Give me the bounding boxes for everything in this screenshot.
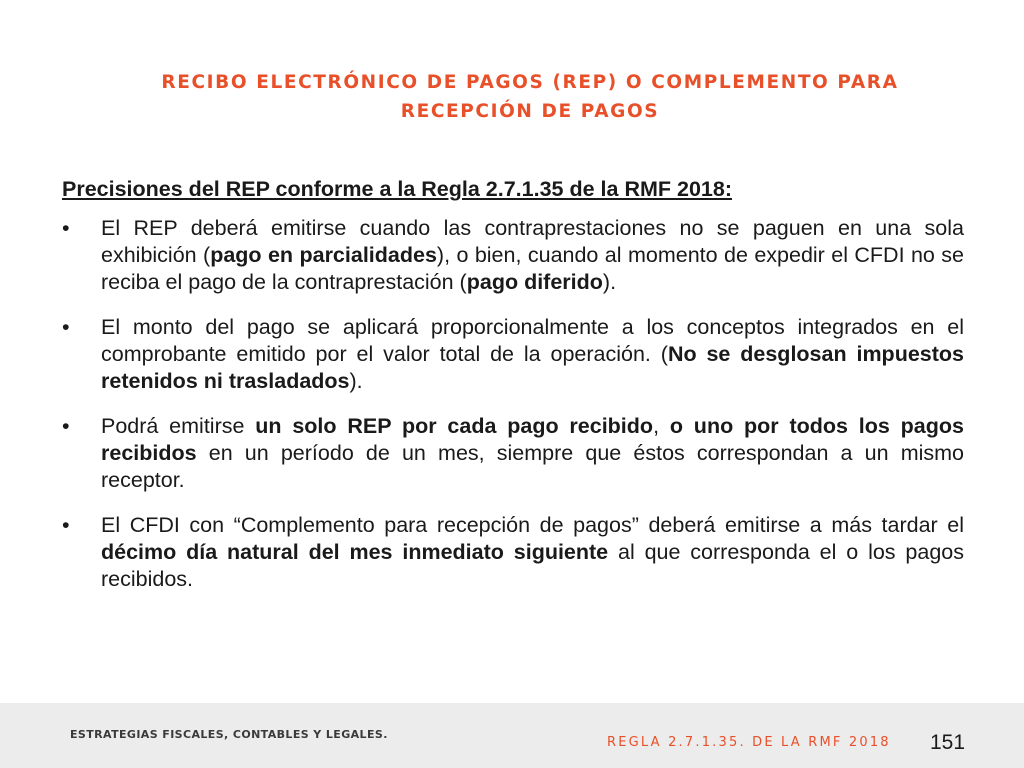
bullet-text: al que corresponda el o los pagos recibidos.	[101, 540, 964, 591]
slide-title-line-2: RECEPCIÓN DE PAGOS	[400, 101, 660, 122]
bullet-item	[62, 314, 964, 395]
bullet-icon: •	[62, 513, 70, 537]
bullet-text: El REP deberá emitirse cuando las contraprestaciones no se paguen en una sola exhibición (	[101, 216, 964, 267]
bullet-emphasis: pago en parcialidades	[210, 243, 437, 267]
bullet-list	[62, 215, 964, 593]
footer-company-label: ESTRATEGIAS FISCALES, CONTABLES Y LEGALES.	[70, 728, 388, 741]
bullet-text: ).	[602, 270, 617, 294]
footer-bar	[0, 703, 1024, 768]
bullet-text: en un período de un mes, siempre que éstos correspondan a un mismo receptor.	[101, 441, 964, 492]
page-number: 151	[930, 731, 966, 754]
bullet-icon: •	[62, 315, 70, 339]
bullet-item	[62, 512, 964, 593]
bullet-icon: •	[62, 216, 70, 240]
bullet-text: El CFDI con “Complemento para recepción de pagos” deberá emitirse a más tardar el	[101, 513, 964, 537]
slide-title	[120, 68, 940, 126]
bullet-emphasis: No se desglosan impuestos retenidos ni trasladados	[101, 342, 964, 393]
bullet-text: ), o bien, cuando al momento de expedir el CFDI no se reciba el pago de la contraprestación (	[101, 243, 965, 294]
bullet-item	[62, 413, 964, 494]
bullet-text: El monto del pago se aplicará proporcionalmente a los conceptos integrados en el comprobante emitido por el valor total de la operación. (	[101, 315, 964, 366]
bullet-emphasis: pago diferido	[466, 270, 603, 294]
bullet-icon: •	[62, 414, 70, 438]
bullet-emphasis: o uno por todos los pagos recibidos	[101, 414, 964, 465]
bullet-item	[62, 215, 964, 296]
footer-section-label: REGLA 2.7.1.35. DE LA RMF 2018	[607, 735, 891, 750]
bullet-emphasis: un solo REP por cada pago recibido	[255, 414, 654, 438]
slide-content	[62, 176, 964, 611]
bullet-emphasis: décimo día natural del mes inmediato siguiente	[101, 540, 609, 564]
bullet-text: Podrá emitirse	[101, 414, 256, 438]
bullet-text: ).	[349, 369, 363, 393]
section-subtitle: Precisiones del REP conforme a la Regla 2.7.1.35 de la RMF 2018:	[62, 177, 732, 201]
slide-title-line-1: RECIBO ELECTRÓNICO DE PAGOS (REP) O COMPLEMENTO PARA	[161, 72, 899, 93]
bullet-text: ,	[653, 414, 670, 438]
